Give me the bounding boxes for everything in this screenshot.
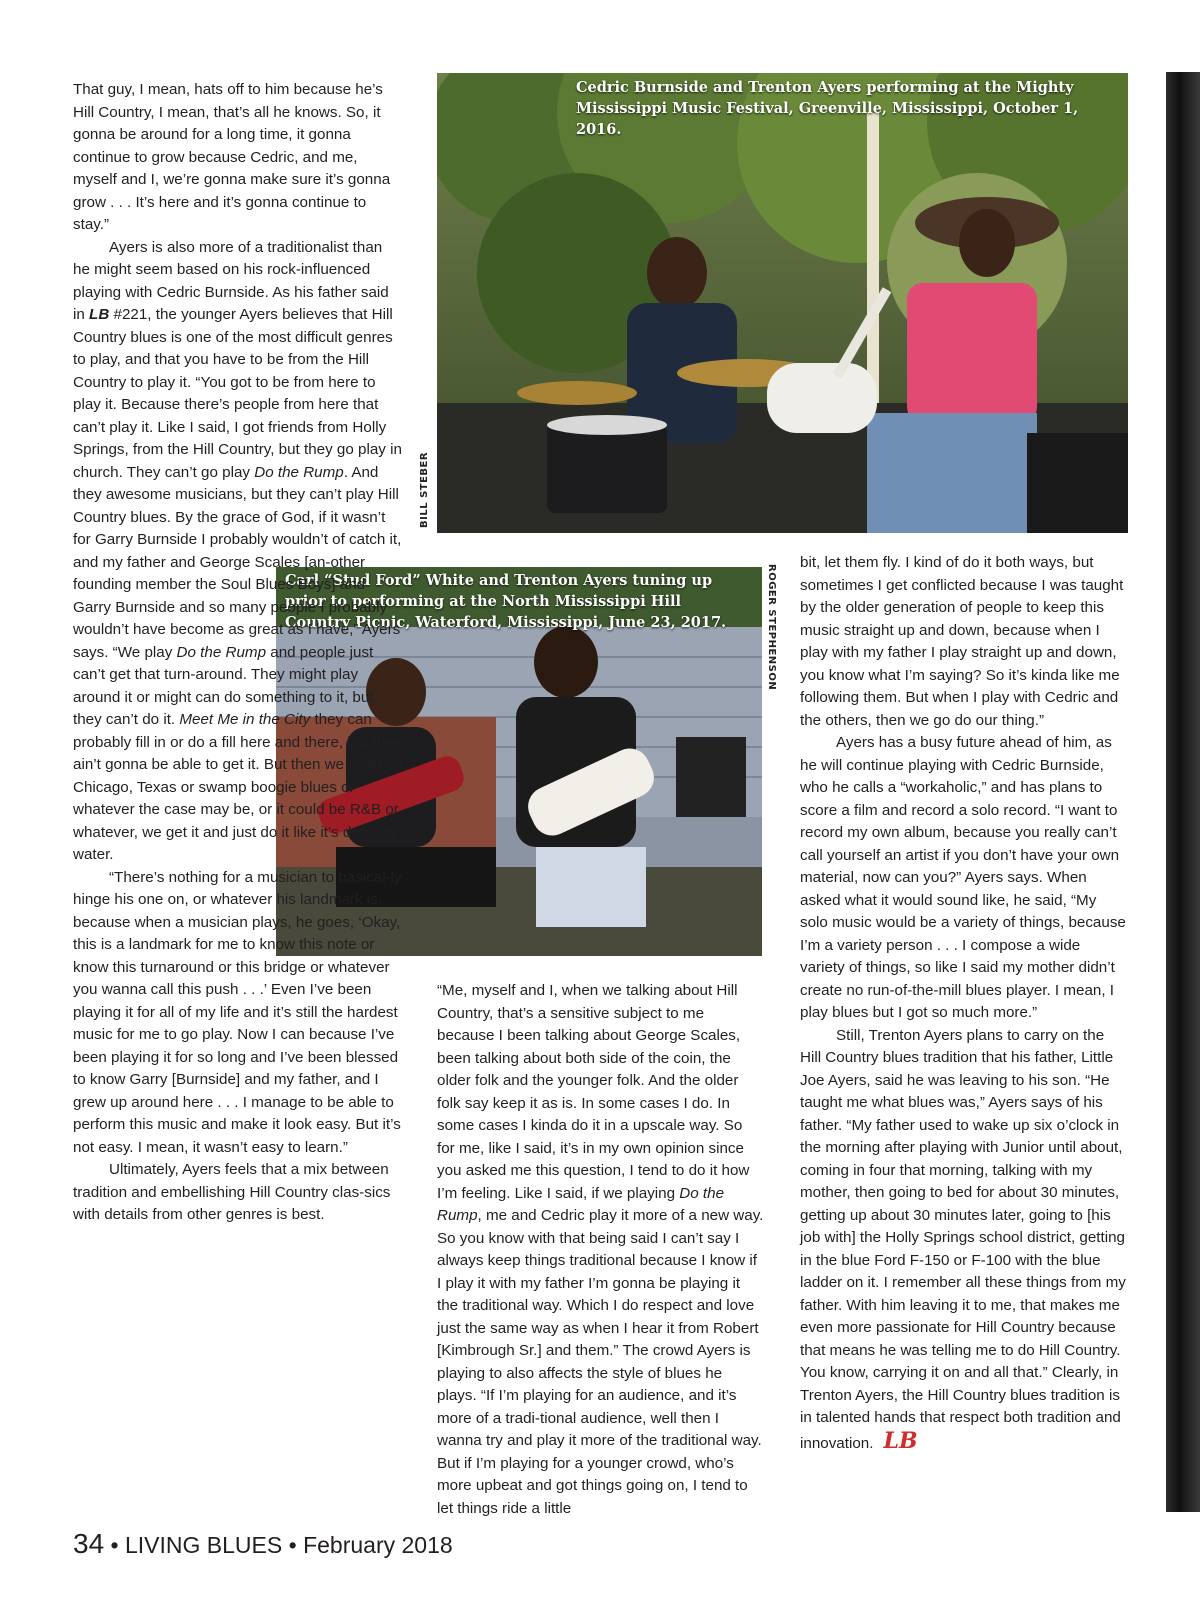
paragraph: That guy, I mean, hats off to him because he’s Hill Country, I mean, that’s all he knows. So, it gonna be around for a long time, it gonna continue to grow because Cedric, and me, myself and I, we’re gonna make sure it’s gonna grow . . . It’s here and it’s gonna continue to stay.” xyxy=(73,81,391,233)
text-run: “Me, myself and I, when we talking about Hill Country, that’s a sensitive subject to me because I been talking about George Scales, been talking about both side of the coin, the older folk and the younger folk. And the older folk say keep it as is. In some cases I do. In some cases I kinda do it in a upscale way. So for me, like I said, it’s in my own opinion since you asked me this question, I tend to do it how I’m feeling. Like I said, if we playing xyxy=(437,982,750,1202)
song-title: Meet Me in the City xyxy=(179,711,311,728)
footer-separator: • xyxy=(110,1532,119,1558)
paragraph: Ultimately, Ayers feels that a mix between tradition and embellishing Hill Country clas-sics with details from other genres is best. xyxy=(73,1161,391,1223)
text-run: Ayers is also more of a traditionalist than he might seem based on his rock-influenced playing with Cedric Burnside. As his father said in xyxy=(73,238,389,323)
paragraph xyxy=(73,237,403,867)
song-title: Do the Rump xyxy=(254,463,344,481)
photo-caption-middle: Carl “Stud Ford” White and Trenton Ayers tuning up prior to performing at the North Mississippi Hill Country Picnic, Waterford, Mississippi, June 23, 2017. xyxy=(285,572,727,631)
column-1-top xyxy=(73,79,403,1227)
text-run: , me and Cedric play it more of a new way. So you know with that being said I can’t say I always keep things traditional because I know if I play it with my father I’m gonna be playing it the traditional way. Which I do respect and love just the same way as when I hear it from Robert [Kimbrough Sr.] and them.” The crowd Ayers is playing to also affects the style of blues he plays. “If I’m playing for an audience, and it’s more of a tradi-tional audience, well then I wanna try and play it more of the traditional way. But if I’m playing for a younger crowd, who’s more upbeat and got things going on, I tend to let things ride a little xyxy=(437,1207,764,1517)
paragraph: “There’s nothing for a musician to basical-ly hinge his one on, or whatever his landmark is, because when a musician plays, he goes, ‘Okay, this is a landmark for me to know this note or know this turnaround or this bridge or whatever you wanna call this push . . .’ Even I’ve been playing it for all of my life and it’s still the hardest music for me to go play. Now I can because I’ve been playing it for so long and I’ve been blessed to know Garry [Burnside] and my father, and I grew up around here . . . I manage to be able to perform this music and make it look easy. But it’s not easy. I mean, it wasn’t easy to learn.” xyxy=(73,868,402,1156)
footer-separator: • xyxy=(288,1532,297,1558)
living-blues-end-logo: LB xyxy=(883,1427,918,1454)
paragraph: Ayers has a busy future ahead of him, as he will continue playing with Cedric Burnside, who he calls a “workaholic,” and has plans to score a film and record a solo record. “I want to record my own album, because you really can’t call yourself an artist if you don’t have your own material, now can you?” Ayers says. When asked what it would sound like, he said, “My solo music would be a variety of things, because I’m a variety person . . . I compose a wide variety of things, so like I said my mother didn’t create no run-of-the-mill blues player. I mean, I play blues but I got so much more.” xyxy=(800,734,1126,1021)
magazine-abbrev: LB xyxy=(89,306,110,323)
text-run: #221, the younger Ayers believes that Hill Country blues is one of the most difficult genres to play, and that you have to be from the Hill Country to play it. “You got to be from here to play it. Because there’s people from here that can’t play it. Like I said, I got friends from Holly Springs, from the Hill Country, but they go play in church. They can’t go play xyxy=(73,306,402,481)
column-2 xyxy=(437,980,764,1520)
song-title: Do the Rump xyxy=(176,643,267,661)
photo-burnside-ayers xyxy=(437,73,1128,533)
column-3 xyxy=(800,552,1127,1455)
page-edge-strip xyxy=(1166,72,1200,1512)
text-run: they can probably fill in or do a fill here and there, but they ain’t gonna be able to get it. But then we jump on Chicago, Texas or swamp boogie blues or whatever the case may be, or it could be R&B or whatever, we get it and just do it like it’s drinking water. xyxy=(73,711,403,863)
issue-date: February 2018 xyxy=(303,1532,453,1558)
photo-credit-top: BILL STEBER xyxy=(419,451,430,528)
paragraph xyxy=(437,980,764,1520)
photo-credit-middle: ROGER STEPHENSON xyxy=(766,564,777,691)
paragraph: bit, let them fly. I kind of do it both ways, but sometimes I get conflicted because I was taught by the older generation of people to keep this music straight up and down, because when I play with my father I play straight up and down, you know what I’m saying? So it’s kinda like me following them. But when I play with Cedric and the others, then we go do our thing.” xyxy=(800,554,1124,729)
text-run: and people just can’t get that turn-around. They might play around it or might can do something to it, but they can’t do it. xyxy=(73,643,374,728)
text-run: . And they awesome musicians, but they can’t play Hill Country blues. By the grace of God, if it wasn’t for Garry Burnside I probably wouldn’t of catch it, and my father and George Scales [an-other founding member the Soul Blues Boys] and Garry Burnside and so many people I probably wouldn’t have become as great as I have,” Ayers says. “We play xyxy=(73,463,402,661)
paragraph xyxy=(800,1025,1127,1456)
song-title: Do the Rump xyxy=(437,1184,725,1224)
magazine-name: LIVING BLUES xyxy=(125,1532,283,1558)
text-run: Still, Trenton Ayers plans to carry on the Hill Country blues tradition that his father, Little Joe Ayers, said he was leaving to his son. “He taught me what blues was,” Ayers says of his father. “My father used to wake up six o’clock in the morning after playing with Junior until about, coming in four that morning, talking with my mother, then going to bed for about 30 minutes, getting up about 30 minutes later, going to [his job with] the Holly Springs school district, getting in the blue Ford F-150 or F-100 with the blue ladder on it. I remember all these things from my father. With him leaving it to me, that makes me even more passionate for Hill Country because that means he was telling me to do Hill Country. You know, carrying it on and all that.” Clearly, in Trenton Ayers, the Hill Country blues tradition is in talented hands that respect both tradition and innovation. xyxy=(800,1026,1126,1452)
page-number: 34 xyxy=(73,1528,105,1559)
page-footer xyxy=(73,1528,453,1560)
photo-caption-top: Cedric Burnside and Trenton Ayers performing at the Mighty Mississippi Music Festival, Greenville, Mississippi, October 1, 2016. xyxy=(576,79,1079,138)
